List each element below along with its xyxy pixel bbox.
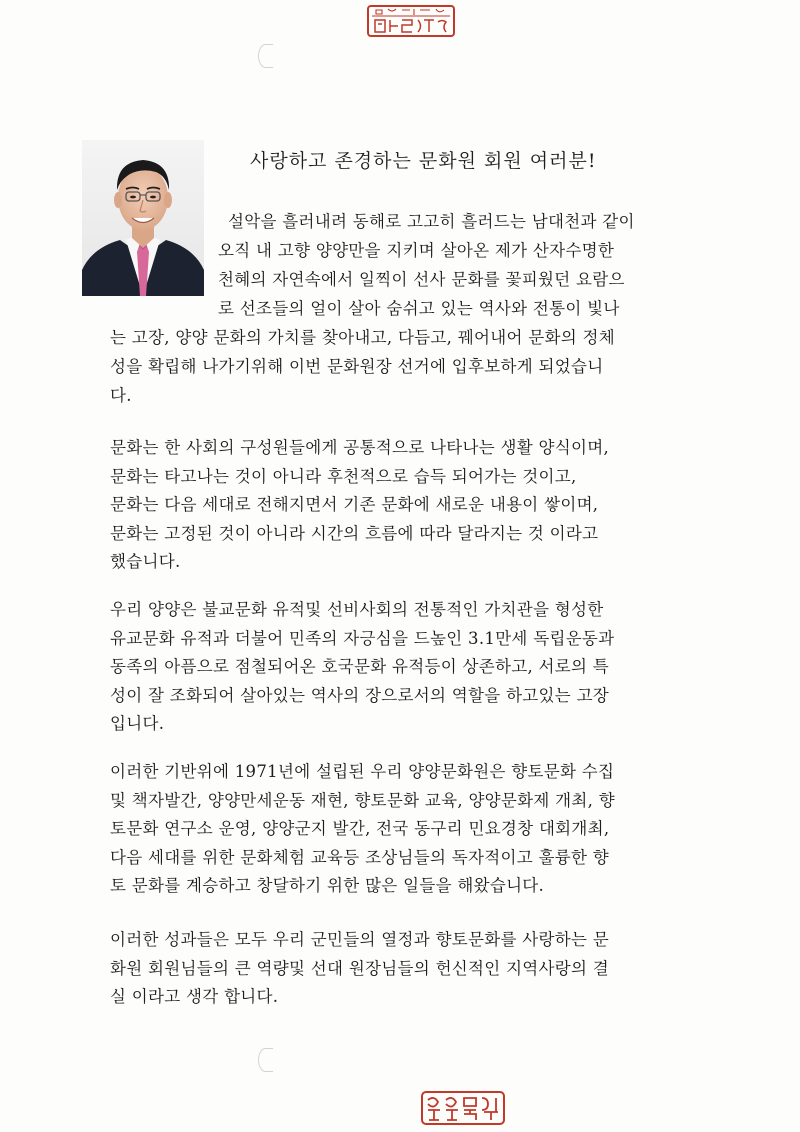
paragraph-line: 실 이라고 생각 합니다. xyxy=(110,987,279,1006)
paragraph-line: 성이 잘 조화되어 살아있는 역사의 장으로서의 역할을 하고있는 고장 xyxy=(110,685,610,705)
page-title: 사랑하고 존경하는 문화원 회원 여러분! xyxy=(250,150,597,172)
paragraph-line: 우리 양양은 불교문화 유적및 선비사회의 전통적인 가치관을 형성한 xyxy=(110,600,604,619)
paragraph-line: 문화는 고정된 것이 아니라 시간의 흐름에 따라 달라지는 것 이라고 xyxy=(110,523,599,543)
top-seal-stamp xyxy=(366,4,456,38)
intro-line: 천혜의 자연속에서 일찍이 선사 문화를 꽃피웠던 요람으 xyxy=(218,270,625,289)
paragraph-line: 다음 세대를 위한 문화체험 교육등 조상님들의 독자적이고 훌륭한 향 xyxy=(110,847,610,867)
paragraph-line: 유교문화 유적과 더불어 민족의 자긍심을 드높인 3.1만세 독립운동과 xyxy=(110,628,615,648)
paragraph-line: 토 문화를 계승하고 창달하기 위한 많은 일들을 해왔습니다. xyxy=(110,876,545,895)
punch-hole-mark xyxy=(258,1048,273,1072)
intro-line: 설악을 흘러내려 동해로 고고히 흘러드는 남대천과 같이 xyxy=(228,212,635,231)
intro-line: 오직 내 고향 양양만을 지키며 살아온 제가 산자수명한 xyxy=(218,241,615,260)
intro-line: 로 선조들의 얼이 살아 숨쉬고 있는 역사와 전통이 빛나 xyxy=(218,299,620,318)
paragraph-line: 했습니다. xyxy=(110,552,181,571)
paragraph-line: 문화는 타고나는 것이 아니라 후천적으로 습득 되어가는 것이고, xyxy=(110,466,577,486)
paragraph-history xyxy=(110,758,615,901)
paragraph-line: 문화는 한 사회의 구성원들에게 공통적으로 나타나는 생활 양식이며, xyxy=(110,438,610,457)
paragraph-line: 동족의 아픔으로 점철되어온 호국문화 유적등이 상존하고, 서로의 특 xyxy=(110,657,610,676)
paragraph-line: 토문화 연구소 운영, 양양군지 발간, 전국 동구리 민요경창 대회개최, xyxy=(110,819,610,838)
bottom-seal-stamp xyxy=(420,1090,506,1126)
paragraph-achievements xyxy=(110,926,609,1012)
intro-line: 성을 확립해 나가기위해 이번 문화원장 선거에 입후보하게 되었습니 xyxy=(110,357,604,376)
paragraph-line: 화원 회원님들의 큰 역량및 선대 원장님들의 헌신적인 지역사랑의 결 xyxy=(110,958,610,978)
intro-line: 다. xyxy=(110,386,132,405)
paragraph-line: 이러한 성과들은 모두 우리 군민들의 열정과 향토문화를 사랑하는 문 xyxy=(110,930,610,949)
paragraph-line: 입니다. xyxy=(110,714,165,733)
paragraph-culture xyxy=(110,434,609,577)
portrait-photo xyxy=(82,140,204,296)
paragraph-line: 이러한 기반위에 1971년에 설립된 우리 양양문화원은 향토문화 수집 xyxy=(110,762,615,781)
punch-hole-mark xyxy=(258,44,273,68)
paragraph-line: 및 책자발간, 양양만세운동 재현, 향토문화 교육, 양양문화제 개최, 향 xyxy=(110,790,615,810)
paragraph-line: 문화는 다음 세대로 전해지면서 기존 문화에 새로운 내용이 쌓이며, xyxy=(110,495,599,514)
paragraph-heritage xyxy=(110,596,614,739)
intro-line: 는 고장, 양양 문화의 가치를 찾아내고, 다듬고, 꿰어내어 문화의 정체 xyxy=(110,328,615,347)
